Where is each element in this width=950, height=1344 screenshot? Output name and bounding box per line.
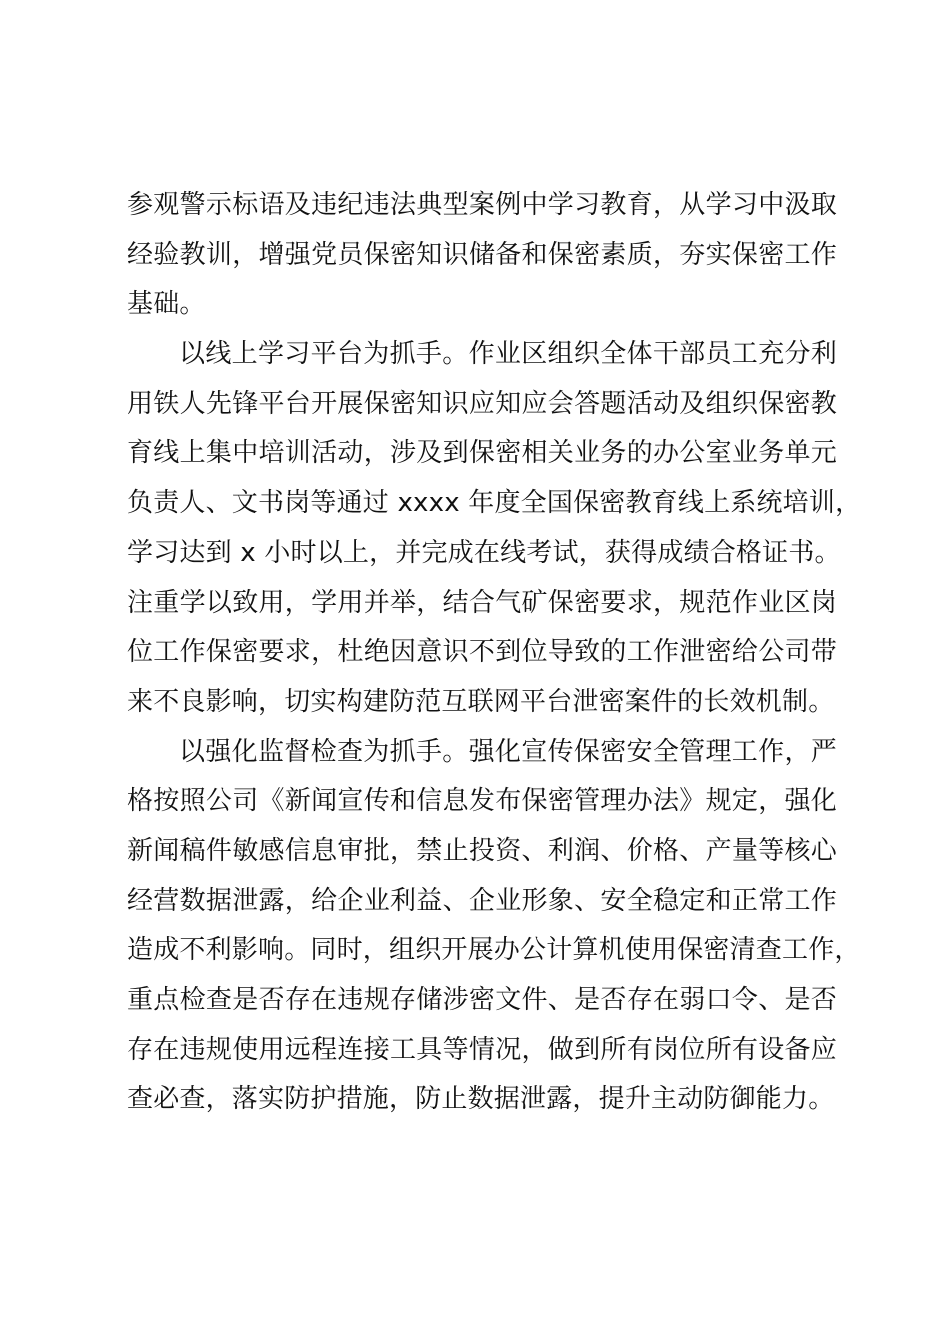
text-line: 基础。: [127, 289, 206, 320]
text-line: 重点检查是否存在违规存储涉密文件、是否存在弱口令、是否: [127, 985, 837, 1015]
text-line: 参观警示标语及违纪违法典型案例中学习教育，从学习中汲取: [127, 190, 837, 220]
text-line: 来不良影响，切实构建防范互联网平台泄密案件的长效机制。: [127, 686, 835, 717]
text-line: 负责人、文书岗等通过 xxxx 年度全国保密教育线上系统培训，: [127, 488, 862, 519]
text-line: 造成不利影响。同时，组织开展办公计算机使用保密清查工作，: [127, 935, 861, 966]
text-line: 位工作保密要求，杜绝因意识不到位导致的工作泄密给公司带: [127, 637, 837, 668]
text-line: 格按照公司《新闻宣传和信息发布保密管理办法》规定，强化: [127, 786, 837, 817]
text-line: 以强化监督检查为抓手。强化宣传保密安全管理工作，严: [179, 736, 837, 767]
body-text: [127, 181, 862, 1125]
text-line: 学习达到 x 小时以上，并完成在线考试，获得成绩合格证书。: [127, 537, 841, 568]
text-line: 查必查，落实防护措施，防止数据泄露，提升主动防御能力。: [127, 1084, 835, 1115]
text-line: 存在违规使用远程连接工具等情况，做到所有岗位所有设备应: [127, 1034, 837, 1065]
text-line: 经验教训，增强党员保密知识储备和保密素质，夯实保密工作: [127, 239, 837, 270]
text-line: 经营数据泄露，给企业利益、企业形象、安全稳定和正常工作: [127, 885, 837, 916]
text-line: 新闻稿件敏感信息审批，禁止投资、利润、价格、产量等核心: [127, 835, 837, 866]
text-line: 用铁人先锋平台开展保密知识应知应会答题活动及组织保密教: [127, 388, 837, 419]
text-line: 育线上集中培训活动，涉及到保密相关业务的办公室业务单元: [127, 438, 837, 469]
text-line: 注重学以致用，学用并举，结合气矿保密要求，规范作业区岗: [127, 587, 837, 618]
text-line: 以线上学习平台为抓手。作业区组织全体干部员工充分利: [179, 339, 837, 370]
